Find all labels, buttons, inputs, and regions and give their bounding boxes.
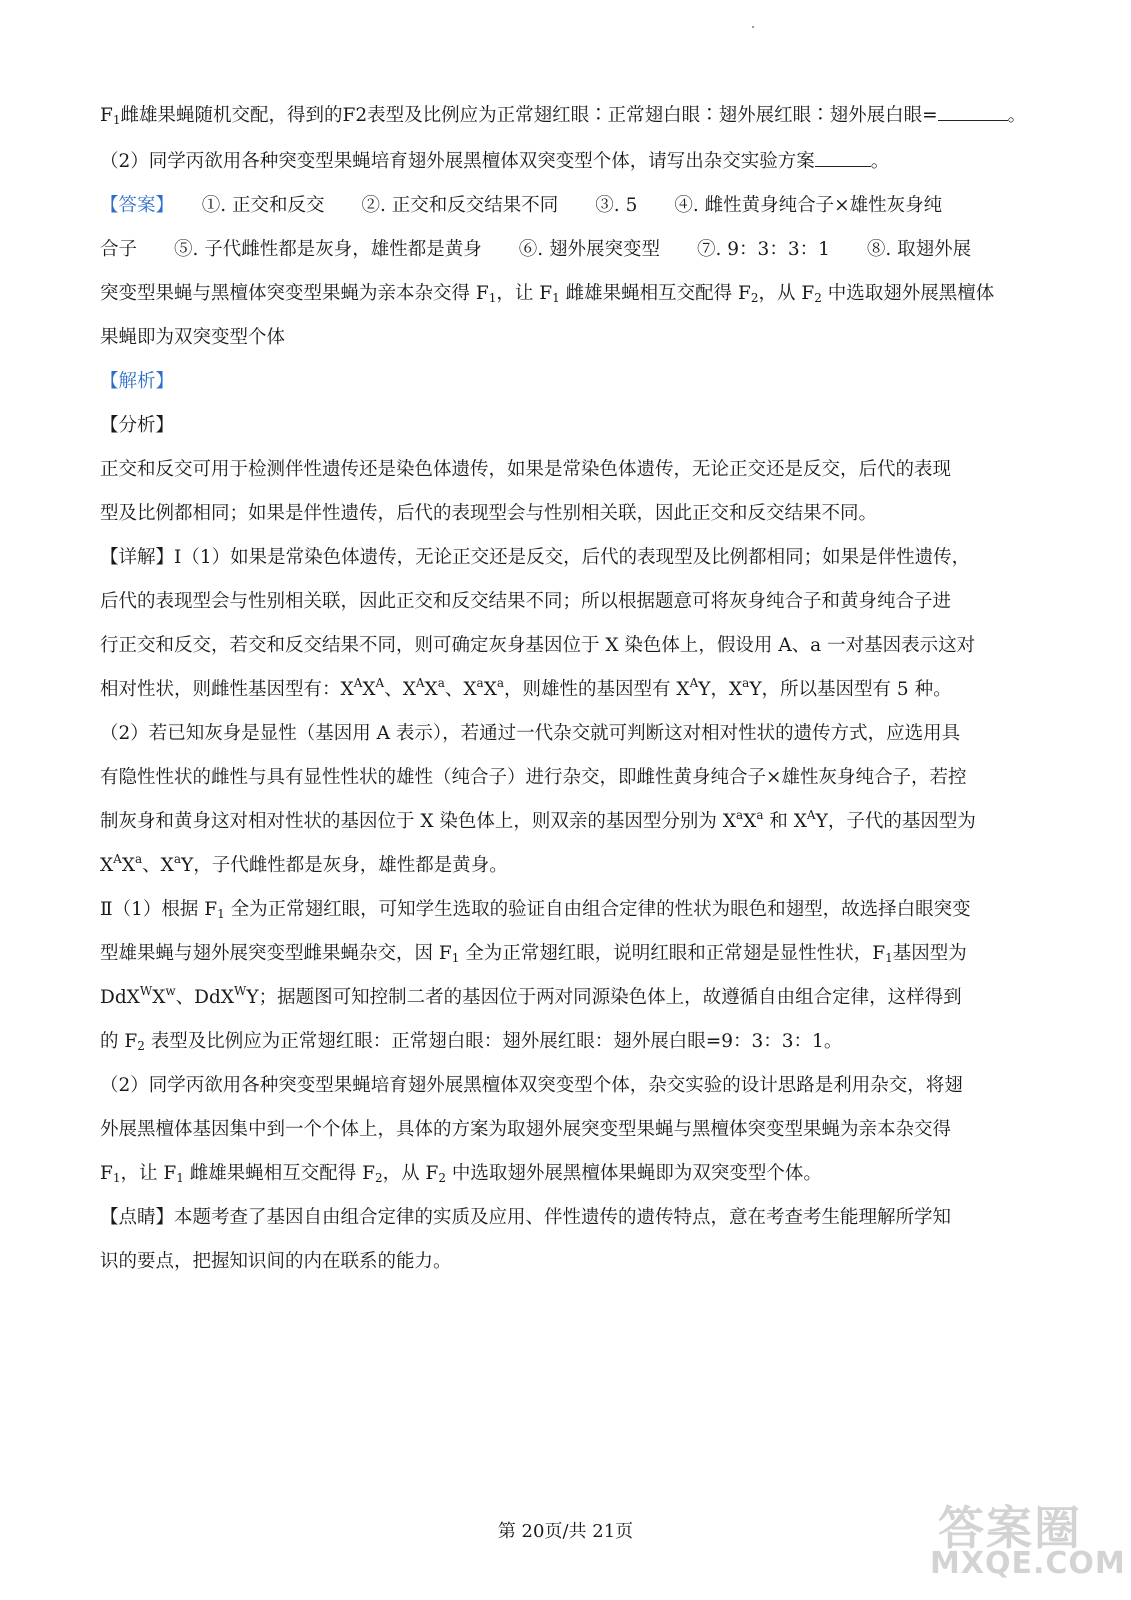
answer-text: 雌雄果蝇相互交配得 F	[559, 283, 751, 304]
subscript: 1	[552, 291, 560, 305]
paragraph-text: Ⅰ（1）如果是常染色体遗传，无论正交还是反交，后代的表现型及比例都相同；如果是伴性遗传，	[174, 547, 971, 568]
paragraph-text: ，所以基因型有 5 种。	[761, 679, 952, 700]
answer-text: ①. 正交和反交 ②. 正交和反交结果不同 ③. 5 ④. 雌性黄身纯合子×雄性灰身纯	[201, 195, 943, 216]
detail-p2-line-2	[100, 756, 1030, 800]
punctuation: 。	[870, 151, 890, 172]
paragraph-text: ，则雄性的基因型有	[504, 679, 677, 700]
paragraph-text: 有隐性性状的雌性与具有显性性状的雄性（纯合子）进行杂交，即雌性黄身纯合子×雄性灰身纯合子，若控	[100, 767, 967, 788]
comment-line-2	[100, 1240, 1030, 1284]
genotype-formula: $X^AX^a$、$X^aY$	[100, 852, 194, 876]
answer-blank	[938, 92, 1008, 121]
detail-line-4	[100, 668, 1030, 712]
answer-text: 突变型果蝇与黑檀体突变型果蝇为亲本杂交得 F	[100, 283, 489, 304]
paragraph-text: 全为正常翅红眼，可知学生选取的验证自由组合定律的性状为眼色和翅型，故选择白眼突变	[224, 899, 971, 920]
comment-line-1	[100, 1196, 1030, 1240]
paragraph-text: 型雄果蝇与翅外展突变型雌果蝇杂交，因 F	[100, 943, 452, 964]
subscript: 1	[176, 1171, 184, 1185]
watermark-logo-text: 答案圈	[938, 1501, 1082, 1555]
question-2-line	[100, 138, 1030, 184]
detail-line-1	[100, 536, 1030, 580]
paragraph-text: 外展黑檀体基因集中到一个个体上，具体的方案为取翅外展突变型果蝇与黑檀体突变型果蝇为亲本杂交得	[100, 1119, 952, 1140]
paragraph-text: 全为正常翅红眼，说明红眼和正常翅是显性性状，F	[459, 943, 886, 964]
subscript: 2	[438, 1171, 446, 1185]
question-text: 雌雄果蝇随机交配，得到的F2表型及比例应为正常翅红眼∶正常翅白眼∶翅外展红眼∶翅外展白眼=	[120, 105, 938, 126]
paragraph-text: 正交和反交可用于检测伴性遗传还是染色体遗传，如果是常染色体遗传，无论正交还是反交，后代的表现	[100, 459, 952, 480]
detail-p4-line-1	[100, 1064, 1030, 1108]
answer-blank	[815, 138, 871, 167]
paragraph-text: 表型及比例应为正常翅红眼：正常翅白眼：翅外展红眼：翅外展白眼=9：3：3：1。	[144, 1031, 843, 1052]
detail-line-2	[100, 580, 1030, 624]
genotype-formula: $X^aX^a$	[722, 808, 764, 832]
detail-p4-line-3	[100, 1152, 1030, 1196]
subscript: 1	[885, 951, 893, 965]
answer-line-2	[100, 228, 1030, 272]
fenxi-heading	[100, 404, 1030, 448]
answer-text: ，让 F	[496, 283, 553, 304]
subscript: 1	[488, 291, 497, 305]
genotype-formula: $X^AX^A$、$X^AX^a$、$X^aX^a$	[340, 676, 505, 700]
subscript: 1	[112, 113, 121, 127]
comment-label: 【点睛】	[100, 1207, 175, 1228]
paragraph-text: 识的要点，把握知识间的内在联系的能力。	[100, 1251, 452, 1272]
detail-line-3	[100, 624, 1030, 668]
detail-p3-line-4	[100, 1020, 1030, 1064]
detail-p3-line-3	[100, 976, 1030, 1020]
answer-line-4	[100, 316, 1030, 360]
genotype-formula: $DdX^WX^w$、DdX$^W$Y	[100, 984, 259, 1008]
paragraph-text: 雌雄果蝇相互交配得 F	[183, 1163, 375, 1184]
paragraph-text: 本题考查了基因自由组合定律的实质及应用、伴性遗传的遗传特点，意在考查考生能理解所学知	[174, 1207, 952, 1228]
paragraph-text: Ⅱ（1）根据 F	[100, 899, 218, 920]
fenxi-label: 【分析】	[100, 415, 175, 436]
document-body	[100, 92, 1030, 1284]
site-watermark	[930, 1488, 1126, 1593]
answer-line-3	[100, 272, 1030, 316]
answer-text: 合子 ⑤. 子代雌性都是灰身，雄性都是黄身 ⑥. 翅外展突变型 ⑦. 9：3：3：1 ⑧. 取翅外展	[100, 239, 972, 260]
paragraph-text: ；据题图可知控制二者的基因位于两对同源染色体上，故遵循自由组合定律，这样得到	[258, 987, 962, 1008]
paragraph-text: 中选取翅外展黑檀体果蝇即为双突变型个体。	[445, 1163, 822, 1184]
answer-text: 中选取翅外展黑檀体	[821, 283, 995, 304]
fenxi-line-2	[100, 492, 1030, 536]
subscript: 1	[112, 1171, 121, 1185]
subscript: 1	[217, 907, 225, 921]
subscript: 2	[374, 1171, 383, 1185]
paragraph-text: ，子代的基因型为	[827, 811, 976, 832]
detail-p2-line-3	[100, 800, 1030, 844]
paragraph-text: 行正交和反交，若交和反交结果不同，则可确定灰身基因位于 X 染色体上，假设用 A、a 一对基因表示这对	[100, 635, 976, 656]
paragraph-text: 的 F	[100, 1031, 138, 1052]
page-footer: 第 20页/共 21页	[497, 1521, 634, 1542]
paragraph-text: F	[100, 1163, 113, 1184]
detail-p4-line-2	[100, 1108, 1030, 1152]
paragraph-text: 相对性状，则雌性基因型有：	[100, 679, 341, 700]
analysis-label: 【解析】	[100, 371, 175, 392]
question-text: （2）同学丙欲用各种突变型果蝇培育翅外展黑檀体双突变型个体，请写出杂交实验方案	[100, 151, 815, 172]
answer-label: 【答案】	[100, 195, 165, 216]
genotype-formula: $X^AY$，$X^aY$	[676, 676, 762, 700]
detail-p2-line-4	[100, 844, 1030, 888]
subscript: 2	[750, 291, 759, 305]
paragraph-text: 制灰身和黄身这对相对性状的基因位于 X 染色体上，则双亲的基因型分别为	[100, 811, 723, 832]
subscript: 2	[814, 291, 822, 305]
question-intro-line: $F_1$雌雄果蝇随机交配，得到的F2表型及比例应为正常翅红眼∶正常翅白眼∶翅外展红眼∶翅外展白眼= 。	[100, 92, 1030, 138]
detail-p3-line-2	[100, 932, 1030, 976]
punctuation: 。	[1007, 105, 1027, 126]
paragraph-text: ，子代雌性都是灰身，雄性都是黄身。	[193, 855, 508, 876]
paragraph-text: ，让 F	[120, 1163, 177, 1184]
answer-line-1	[100, 184, 1030, 228]
subscript: 2	[137, 1039, 145, 1053]
subscript: 1	[451, 951, 460, 965]
analysis-heading	[100, 360, 1030, 404]
answer-text: 果蝇即为双突变型个体	[100, 327, 286, 348]
paragraph-text: 后代的表现型会与性别相关联，因此正交和反交结果不同；所以根据题意可将灰身纯合子和黄身纯合子进	[100, 591, 952, 612]
genotype-formula: $X^AY$	[793, 808, 828, 832]
paragraph-text: （2）同学丙欲用各种突变型果蝇培育翅外展黑檀体双突变型个体，杂交实验的设计思路是利用杂交，将翅	[100, 1075, 963, 1096]
paragraph-text: 基因型为	[892, 943, 967, 964]
paragraph-text: 型及比例都相同；如果是伴性遗传，后代的表现型会与性别相关联，因此正交和反交结果不同。	[100, 503, 878, 524]
watermark-url: MXQE.COM	[930, 1546, 1126, 1581]
answer-text: ，从 F	[758, 283, 815, 304]
fenxi-line-1	[100, 448, 1030, 492]
scan-dot	[752, 26, 754, 28]
paragraph-text: ，从 F	[382, 1163, 439, 1184]
paragraph-text: 和	[763, 811, 794, 832]
paragraph-text: （2）若已知灰身是显性（基因用 A 表示），若通过一代杂交就可判断这对相对性状的遗传方式，应选用具	[100, 723, 961, 744]
detail-p3-line-1	[100, 888, 1030, 932]
detail-label: 【详解】	[100, 547, 175, 568]
detail-p2-line-1	[100, 712, 1030, 756]
